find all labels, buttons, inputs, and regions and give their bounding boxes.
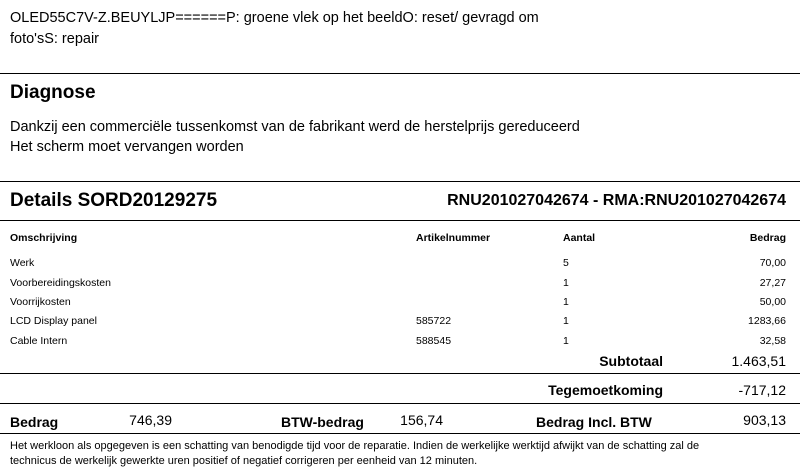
row-amount: 50,00 xyxy=(759,296,786,308)
divider xyxy=(0,403,800,404)
column-header-quantity: Aantal xyxy=(563,232,596,244)
row-amount: 70,00 xyxy=(759,257,786,269)
problem-description-line-1: OLED55C7V-Z.BEUYLJP======P: groene vlek op het beeldO: reset/ gevragd om xyxy=(10,10,539,26)
divider xyxy=(0,373,800,374)
problem-description-line-2: foto'sS: repair xyxy=(10,31,100,47)
row-quantity: 1 xyxy=(563,296,569,308)
diagnose-line-2: Het scherm moet vervangen worden xyxy=(10,139,244,155)
details-title: Details SORD20129275 xyxy=(10,190,218,211)
subtotal-value: 1.463,51 xyxy=(731,353,786,369)
row-quantity: 1 xyxy=(563,277,569,289)
row-amount: 27,27 xyxy=(759,277,786,289)
discount-label: Tegemoetkoming xyxy=(548,382,663,398)
row-description: Voorbereidingskosten xyxy=(10,277,111,289)
divider xyxy=(0,181,800,182)
amount-value: 746,39 xyxy=(129,412,172,428)
row-quantity: 5 xyxy=(563,257,569,269)
divider xyxy=(0,433,800,434)
vat-value: 156,74 xyxy=(400,412,443,428)
row-description: LCD Display panel xyxy=(10,315,97,327)
row-article: 585722 xyxy=(416,315,452,327)
row-description: Werk xyxy=(10,257,35,269)
footer-note-line-1: Het werkloon als opgegeven is een schatting van benodigde tijd voor de reparatie. Indien de werkelijke werktijd afwijkt van de schatting zal de xyxy=(10,440,700,452)
rma-reference: RNU201027042674 - RMA:RNU201027042674 xyxy=(447,192,786,209)
column-header-description: Omschrijving xyxy=(10,232,78,244)
diagnose-title: Diagnose xyxy=(10,82,96,103)
column-header-article: Artikelnummer xyxy=(416,232,491,244)
amount-incl-vat-value: 903,13 xyxy=(743,412,786,428)
discount-value: -717,12 xyxy=(738,382,786,398)
diagnose-line-1: Dankzij een commerciële tussenkomst van de fabrikant werd de herstelprijs gereduceerd xyxy=(10,119,580,135)
row-description: Voorrijkosten xyxy=(10,296,71,308)
row-article: 588545 xyxy=(416,335,452,347)
row-amount: 32,58 xyxy=(759,335,786,347)
amount-label: Bedrag xyxy=(10,414,59,430)
subtotal-label: Subtotaal xyxy=(599,353,663,369)
column-header-amount: Bedrag xyxy=(749,232,786,244)
row-quantity: 1 xyxy=(563,315,569,327)
divider xyxy=(0,73,800,74)
vat-label: BTW-bedrag xyxy=(281,414,364,430)
row-quantity: 1 xyxy=(563,335,569,347)
amount-incl-vat-label: Bedrag Incl. BTW xyxy=(536,414,652,430)
row-description: Cable Intern xyxy=(10,335,68,347)
row-amount: 1283,66 xyxy=(748,315,786,327)
footer-note-line-2: technicus de werkelijk gewerkte uren positief of negatief corrigeren per eenheid van 12 minuten. xyxy=(10,455,478,467)
divider xyxy=(0,220,800,221)
